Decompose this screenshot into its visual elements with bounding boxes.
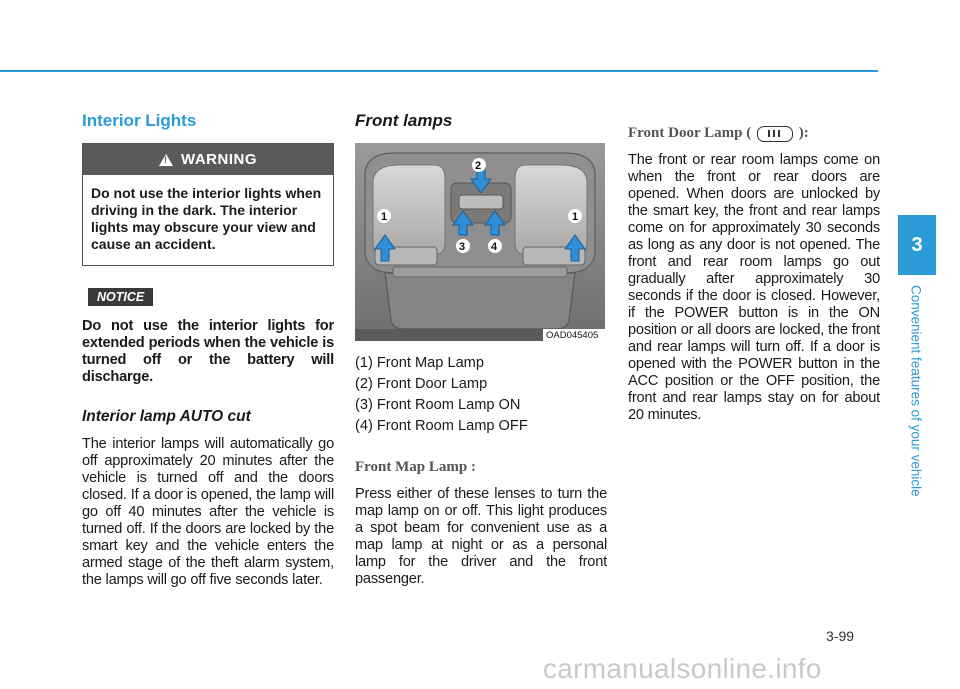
- overhead-console-photo: [355, 143, 605, 341]
- image-code: OAD045405: [546, 330, 599, 341]
- front-map-lamp-heading: Front Map Lamp :: [355, 459, 476, 475]
- list-item: (1) Front Map Lamp: [355, 355, 484, 371]
- chapter-tab: 3: [898, 215, 936, 275]
- warning-label: WARNING: [181, 151, 257, 168]
- notice-text: Do not use the interior lights for extended periods when the vehicle is turned off or the battery will discharge.: [82, 318, 334, 385]
- column-interior-lights: [82, 105, 334, 589]
- auto-cut-body: The interior lamps will automatically go off approximately 20 minutes after the vehicle is turned off and the doors closed. If a door is opened, the lamp will go off 40 minutes after the vehicle is turned off. If the doors are locked by the smart key and the vehicle enters the armed stage of the theft alarm system, the lamps will go off five seconds later.: [82, 436, 334, 588]
- door-heading-pre: Front Door Lamp (: [628, 125, 752, 141]
- section-heading: Interior Lights: [82, 111, 197, 130]
- front-door-lamp-body: The front or rear room lamps come on when the front or rear doors are opened. When doors are unlocked by the smart key, the front and rear lamps come on for approximately 30 seconds as long as any door is not opened. The front and rear room lamps go out gradually after approximately 30 seconds if the door is closed. However, if the POWER button is in the ON position or all doors are locked, the front and rear lamps will turn off. If a door is opened with the POWER button in the ACC position or the OFF position, the front and rear lamps stay on for about 20 minutes.: [628, 152, 880, 423]
- list-item: (2) Front Door Lamp: [355, 376, 488, 392]
- warning-header: [83, 144, 333, 175]
- watermark: carmanualsonline.info: [543, 653, 822, 684]
- lamp-list: [355, 353, 607, 437]
- callout-1-left: 1: [381, 211, 388, 223]
- callout-1-right: 1: [572, 211, 579, 223]
- door-heading-post: ):: [798, 125, 809, 141]
- door-lamp-icon: [757, 126, 793, 142]
- callout-4: 4: [491, 241, 498, 253]
- notice-badge: NOTICE: [88, 288, 153, 306]
- chapter-title-vertical: [906, 285, 926, 495]
- warning-text: Do not use the interior lights when driving in the dark. The interior lights may obscure your view and cause an accident.: [91, 185, 322, 252]
- overhead-console-illustration: [355, 143, 605, 341]
- chapter-title: Convenient features of your vehicle: [908, 285, 924, 497]
- header-rule: [0, 70, 878, 72]
- page-number: 3-99: [826, 628, 855, 644]
- callout-2: 2: [475, 160, 482, 172]
- list-item: (4) Front Room Lamp OFF: [355, 418, 528, 434]
- warning-triangle-icon: [159, 154, 173, 166]
- front-door-lamp-heading: [628, 125, 880, 142]
- list-item: (3) Front Room Lamp ON: [355, 397, 521, 413]
- front-lamps-heading: Front lamps: [355, 111, 453, 130]
- warning-box: [82, 143, 334, 266]
- auto-cut-heading: Interior lamp AUTO cut: [82, 408, 251, 425]
- front-map-lamp-body: Press either of these lenses to turn the map lamp on or off. This light produces a spot beam for convenient use as a map lamp at night or as a personal lamp for the driver and the front passenger.: [355, 486, 607, 587]
- column-front-door-lamp: [628, 105, 880, 424]
- callout-3: 3: [459, 241, 466, 253]
- column-front-lamps: [355, 105, 607, 588]
